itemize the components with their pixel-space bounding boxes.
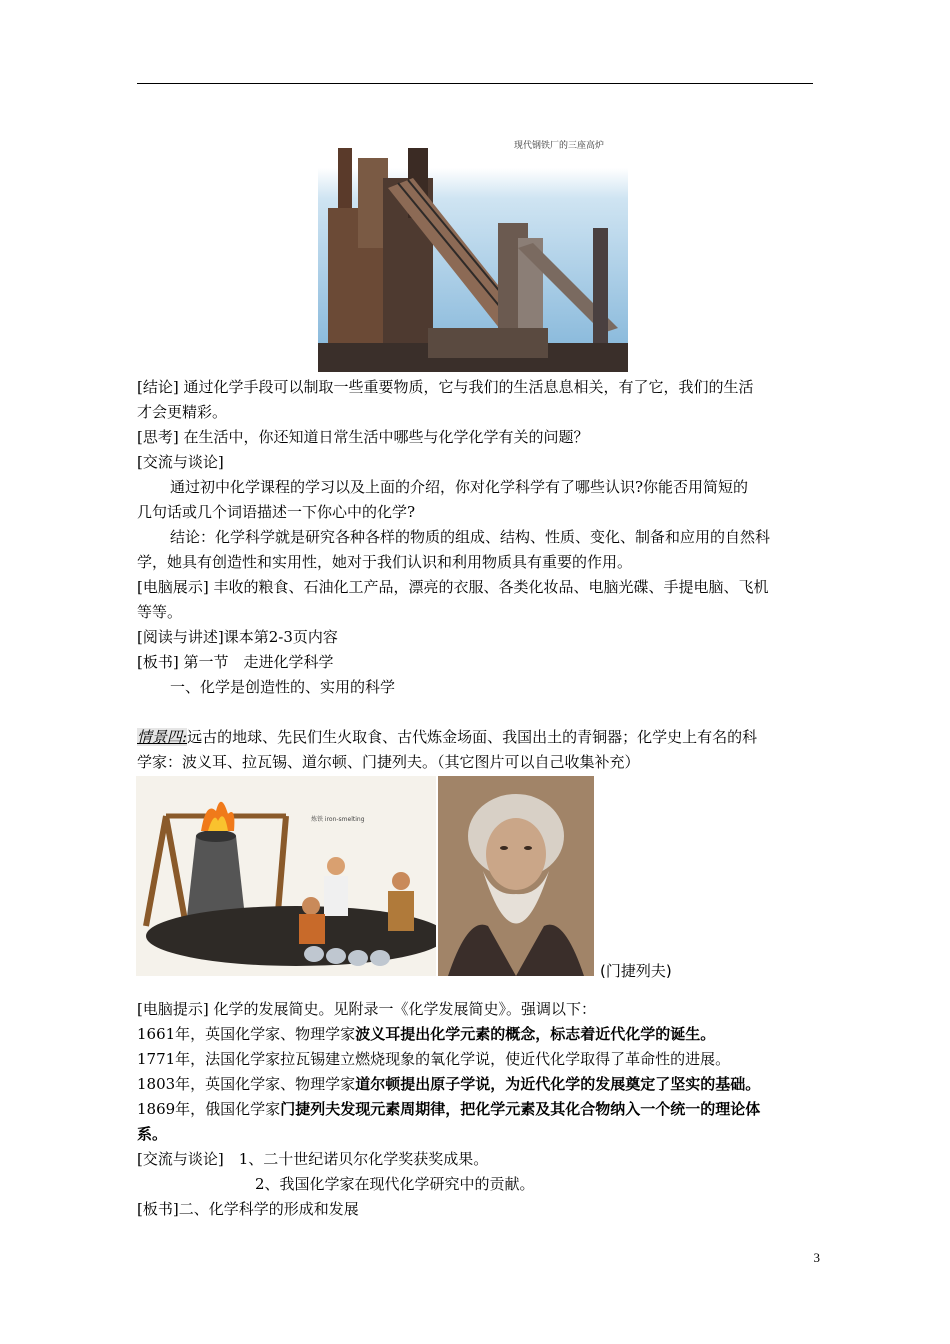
smelting-scene-icon xyxy=(136,776,436,976)
history-1661-lead: 1661年，英国化学家、物理学家 xyxy=(137,1025,356,1043)
text-line xyxy=(137,728,757,746)
text-line: [交流与谈论] 1、二十世纪诺贝尔化学奖获奖成果。 xyxy=(137,1150,489,1168)
text-line: [阅读与讲述]课本第2-3页内容 xyxy=(137,628,338,646)
history-1803-bold: 道尔顿提出原子学说，为近代化学的发展奠定了坚实的基础。 xyxy=(355,1075,761,1093)
text-line: 学，她具有创造性和实用性，她对于我们认识和利用物质具有重要的作用。 xyxy=(137,553,633,571)
history-1803-lead: 1803年，英国化学家、物理学家 xyxy=(137,1075,356,1093)
page-number: 3 xyxy=(813,1250,820,1265)
text-line: 2、我国化学家在现代化学研究中的贡献。 xyxy=(255,1175,535,1193)
text-line: 等等。 xyxy=(137,603,183,621)
text-line: [板书]二、化学科学的形成和发展 xyxy=(137,1200,359,1218)
text-line: [思考] 在生活中，你还知道日常生活中哪些与化学化学有关的问题？ xyxy=(137,428,589,446)
history-1869-lead: 1869年，俄国化学家 xyxy=(137,1100,281,1118)
text-line xyxy=(137,1100,760,1118)
text-line: 系。 xyxy=(137,1125,168,1143)
text-line: [结论] 通过化学手段可以制取一些重要物质，它与我们的生活息息相关，有了它，我们的生活 xyxy=(137,378,754,396)
text-line: 结论：化学科学就是研究各种各样的物质的组成、结构、性质、变化、制备和应用的自然科 xyxy=(170,528,771,546)
text-line: 才会更精彩。 xyxy=(137,403,228,421)
history-1661-bold: 波义耳提出化学元素的概念，标志着近代化学的诞生。 xyxy=(355,1025,716,1043)
mendeleev-portrait xyxy=(438,776,594,976)
text-line xyxy=(137,1025,715,1043)
ancient-smelting-illustration xyxy=(136,776,436,976)
text-line: [板书] 第一节 走进化学科学 xyxy=(137,653,334,671)
header-rule xyxy=(137,83,813,84)
text-line xyxy=(137,1075,760,1093)
mendeleev-caption: (门捷列夫) xyxy=(600,962,672,980)
scene-tag: 情景四: xyxy=(137,728,188,746)
blast-furnace-illustration xyxy=(318,128,628,372)
text-line: 1771年，法国化学家拉瓦锡建立燃烧现象的氧化学说，使近代化学取得了革命性的进展。 xyxy=(137,1050,731,1068)
scene-text: 远古的地球、先民们生火取食、古代炼金场面、我国出土的青铜器；化学史上有名的科 xyxy=(187,728,758,746)
text-line: 几句话或几个词语描述一下你心中的化学? xyxy=(137,503,416,521)
blast-furnace-photo xyxy=(318,128,628,372)
portrait-icon xyxy=(438,776,594,976)
furnace-caption: 现代钢铁厂的三座高炉 xyxy=(514,141,605,151)
text-line: 通过初中化学课程的学习以及上面的介绍，你对化学科学有了哪些认识?你能否用简短的 xyxy=(170,478,749,496)
text-line: 一、化学是创造性的、实用的科学 xyxy=(170,678,396,696)
text-line: [交流与谈论] xyxy=(137,453,224,471)
smelting-small-label: 炼铁 iron-smelting xyxy=(311,816,365,823)
history-1869-bold: 门捷列夫发现元素周期律，把化学元素及其化合物纳入一个统一的理论体 xyxy=(280,1100,761,1118)
text-line: 学家：波义耳、拉瓦锡、道尔顿、门捷列夫。（其它图片可以自己收集补充） xyxy=(137,753,640,771)
text-line: [电脑提示] 化学的发展简史。见附录一《化学发展简史》。强调以下： xyxy=(137,1000,596,1018)
text-line: [电脑展示] 丰收的粮食、石油化工产品，漂亮的衣服、各类化妆品、电脑光碟、手提电脑、飞机 xyxy=(137,578,769,596)
